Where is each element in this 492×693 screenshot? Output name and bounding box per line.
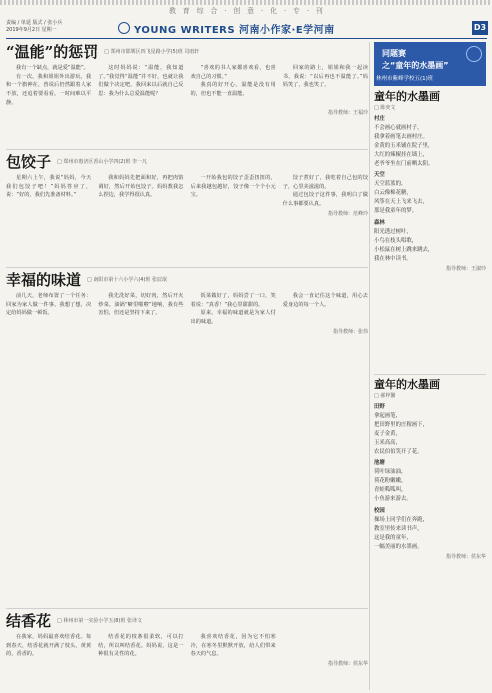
- poem-line: 大红的辣椒挂在墙上，: [374, 151, 428, 158]
- paragraph: 原来，幸福的味道就是为家人付出的味道。: [190, 310, 276, 326]
- article-1: [6, 42, 368, 146]
- masthead-band: [0, 0, 492, 5]
- sidebar-title: 童年的水墨画: [374, 90, 440, 103]
- stanza-heading: 森林: [374, 219, 385, 226]
- article-signature: 指导教师：张伟: [332, 328, 368, 335]
- article-signature: 指导教师：侯东华: [327, 661, 368, 668]
- sidebar-section-1: [374, 90, 486, 370]
- issue-info: [6, 20, 62, 34]
- paragraph: 这时妈妈说：“温能，我知道了。”我觉得“温能”并不好，也就让我们做个决定吧。我回来以后就自己反思：我为什么总爱温能呢？: [98, 65, 184, 98]
- poem-line: 操场上同学们在奔跑，: [374, 516, 428, 523]
- article-3: [6, 270, 368, 605]
- article-byline: □ 南阳市第十六小学六(4)班 张辰珉: [87, 277, 168, 283]
- paragraph: 我会一直记住这个味道，用心去爱身边的每一个人。: [282, 293, 368, 308]
- article-title: 包饺子: [6, 153, 52, 171]
- poem-line: 麦子金黄，: [374, 430, 401, 437]
- paragraph: 通过包饺子这件事，我明白了做什么事都要认真。: [282, 192, 368, 208]
- paragraph: 我真的好开心。温能是没有用的，但也不能一直温能。: [190, 82, 276, 98]
- stanza-heading: 池塘: [374, 460, 385, 467]
- paragraph: 一开始我包的饺子歪歪扭扭的，后来我越包越好，饺子像一个个小元宝。: [190, 175, 276, 199]
- stanza-heading: 天空: [374, 172, 385, 179]
- article-title: “温能”的惩罚: [6, 43, 99, 61]
- sidebar-header: [374, 42, 486, 86]
- poem-line: 金黄的玉米铺在院子里，: [374, 142, 434, 149]
- article-body: [6, 292, 368, 327]
- sidebar-head-school: 林州市紫峰学校五(1)班: [376, 76, 434, 82]
- stanza-heading: 校园: [374, 507, 385, 514]
- pen-icon: [466, 46, 482, 62]
- article-body: [6, 174, 368, 209]
- poem-line: 荷花粉嫩嫩，: [374, 478, 407, 485]
- article-4: [6, 611, 368, 690]
- masthead-rule: [6, 38, 487, 39]
- poem-line: 农民伯伯笑开了花。: [374, 448, 423, 455]
- masthead-tagline: 教 育 综 合 · 创 意 · 化 · 专 · 刊: [168, 7, 326, 15]
- paragraph: 饭菜做好了，妈妈尝了一口，笑着说：“真香！”我心里甜甜的。: [190, 293, 276, 308]
- paragraph: 前几天，老师布置了一个任务：回家为家人做一件事。我想了想，决定给妈妈做一顿饭。: [6, 293, 92, 317]
- poem-line: 玉米高高，: [374, 439, 401, 446]
- article-body: [6, 64, 368, 108]
- paragraph: 我有一个缺点，就是爱“温能”。: [16, 65, 89, 71]
- issue-editors: 责编 / 单延 版式 / 张小兵: [6, 20, 63, 26]
- poem-line: 小鸟在枝头唱歌，: [374, 237, 418, 244]
- poem-line: 阳光透过树叶，: [374, 228, 412, 235]
- sidebar-title: 童年的水墨画: [374, 378, 440, 391]
- poem: [374, 403, 486, 552]
- issue-date: 2019年9月2日 星期一: [6, 27, 57, 33]
- stanza-heading: 村庄: [374, 116, 385, 122]
- poem-line: 我拿着画笔去画村庄。: [374, 133, 428, 140]
- article-title: 结香花: [6, 612, 52, 630]
- poem: [374, 115, 486, 264]
- poem-line: 把田野里的庄稼画下，: [374, 421, 428, 428]
- poem-line: 那是我童年的梦。: [374, 208, 418, 215]
- article-2: [6, 152, 368, 264]
- sidebar-byline: □ 郝梓馨: [374, 393, 396, 399]
- sidebar-head-title: 同题赛: [382, 49, 406, 58]
- paragraph: 我先洗好菜，切好肉，然后开火炒菜。油锅“噼里啪啦”地响，我有些害怕，但还是坚持下来了。: [98, 293, 184, 317]
- article-signature: 指导教师：王福玲: [327, 109, 368, 116]
- paragraph: 结香花的枝条很柔软，可以打结，所以叫结香花。妈妈说，这是一种很有灵性的花。: [98, 634, 184, 658]
- sidebar-byline: □ 陈奕文: [374, 105, 396, 111]
- paragraph: “喜欢的书人家都喜欢看，也喜欢自己的习惯。”: [190, 65, 276, 80]
- poem-line: 拿起画笔，: [374, 412, 401, 419]
- poem-line: 我在林中读书。: [374, 255, 412, 262]
- poem-line: 老爷爷坐在门前晒太阳。: [374, 160, 434, 167]
- poem-line: 风筝在天上飞来飞去，: [374, 199, 428, 206]
- stanza-heading: 田野: [374, 404, 385, 410]
- poem-line: 教室里传来读书声，: [374, 525, 423, 532]
- sidebar-head-subtitle: 之“童年的水墨画”: [382, 61, 449, 70]
- paragraph: 我喜欢结香花，因为它不怕寒冷，在寒冬里默默开放，给人们带来春天的气息。: [190, 634, 276, 658]
- sidebar-divider: [374, 374, 486, 375]
- page-number: D3: [472, 21, 488, 35]
- paragraph: 在我家，妈妈最喜欢结香花。每到春天，结香花就开满了枝头，黄黄的，香香的。: [6, 634, 92, 658]
- paragraph: 有一次，我和姐姐外出游玩，我和一个旗神在，兽说后仍然跟着人家不放，还追着要看看。一时间难以平静。: [6, 73, 92, 106]
- poem-line: 小松鼠在树上跳来跳去，: [374, 246, 434, 253]
- paragraph: 饺子煮好了，我吃着自己包的饺子，心里美滋滋的。: [282, 175, 368, 190]
- article-body: [6, 633, 368, 659]
- article-divider: [6, 608, 368, 609]
- article-signature: 指导教师：范峰玲: [327, 210, 368, 217]
- poem-line: 不会画心就画村子，: [374, 124, 423, 131]
- paragraph: 我和妈妈先把面和好，再把肉馅调好，然后开始包饺子。妈妈教我怎么捏边，我学得很认真。: [98, 175, 184, 199]
- sidebar-section-2: [374, 378, 486, 682]
- sidebar-signature: 指导教师：王淑玲: [445, 265, 486, 272]
- paragraph: 回家的路上，姐姐和我一起读书，我说：“以后再也不温能了。”妈妈笑了，我也笑了。: [282, 65, 368, 89]
- column-divider: [369, 42, 370, 690]
- brand-logo-icon: [118, 22, 130, 34]
- paragraph: 星期六上午，我说“妈妈，今天我们包饺子吧！”妈妈答应了，说：“好的，我们先准备材料。”: [6, 175, 92, 199]
- poem-line: 一幅美丽的水墨画。: [374, 543, 423, 550]
- poem-line: 小鱼游来游去。: [374, 496, 412, 503]
- article-byline: □ 郑州市邯郸区四飞星路小学(5)班 司雨轩: [104, 49, 200, 55]
- poem-line: 荷叶绿油油，: [374, 469, 407, 476]
- article-divider: [6, 149, 368, 150]
- article-title: 幸福的味道: [6, 271, 82, 289]
- sidebar-signature: 指导教师：侯东华: [445, 553, 486, 560]
- poem-line: 白云像棉花糖，: [374, 190, 412, 197]
- poem-line: 青蛙呱呱叫，: [374, 487, 407, 494]
- article-byline: □ 林州市第一实验小学五(8)班 张译文: [57, 618, 143, 624]
- poem-line: 天空蓝蓝的，: [374, 181, 407, 188]
- article-divider: [6, 267, 368, 268]
- poem-line: 这是我的童年，: [374, 534, 412, 541]
- article-byline: □ 郑州市惠济区香山小学四(2)班 李一凡: [57, 159, 148, 165]
- brand-title: YOUNG WRITERS 河南小作家·E学河南: [134, 25, 335, 36]
